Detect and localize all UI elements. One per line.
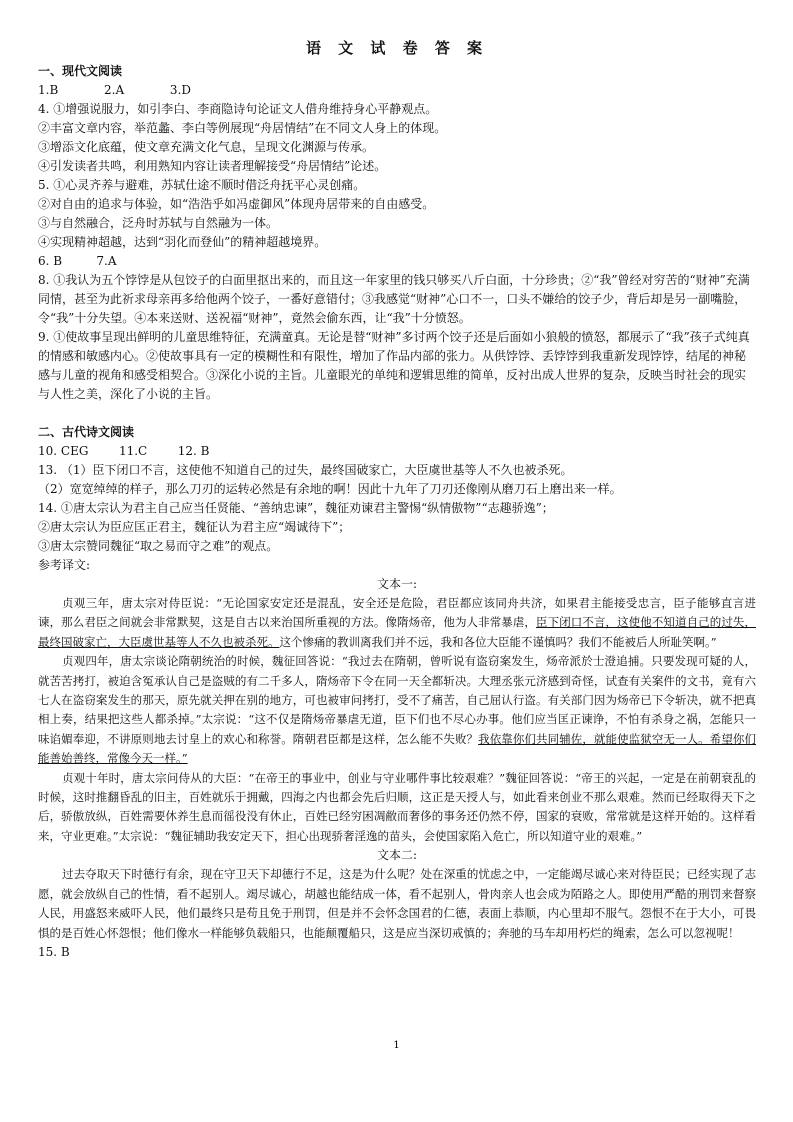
answer-5-line: 5. ①心灵齐养与避难，苏轼仕途不顺时借泛舟抚平心灵创痛。 xyxy=(38,178,366,192)
answer-14-line: ③唐太宗赞同魏征“取之易而守之难”的观点。 xyxy=(38,539,279,553)
underlined-answer-text: 臣下闭口不言，这使他不知道自己的过失，最终国破家亡，大臣虞世基等人不久也被杀死。 xyxy=(38,615,757,649)
underlined-answer-text: 我依靠你们共同辅佐，就能使监狱空无一人。希望你们能善始善终，常像今天一样。” xyxy=(38,731,757,766)
answer-5-line: ③与自然融合，泛舟时苏轼与自然融为一体。 xyxy=(38,216,279,230)
page-content xyxy=(38,38,756,962)
section-gap xyxy=(38,404,756,423)
answer-14-line: 14. ①唐太宗认为君主自己应当任贤能、“善纳忠谏”，魏征劝谏君主警惕“纵情傲物”“志趣骄逸”； xyxy=(38,501,554,515)
translation-text: 这个惨痛的教训离我们并不远，我和各位大臣能不谨慎吗？我们不能被后人所耻笑啊。” xyxy=(279,634,717,649)
answer-4-line: ③增添文化底蕴，使文章充满文化气息，呈现文化渊源与传承。 xyxy=(38,140,375,154)
section-heading-classical: 二、古代诗文阅读 xyxy=(38,425,135,439)
answer-10-12: 10. CEG 11.C 12. B xyxy=(38,444,210,458)
text-one-title: 文本一: xyxy=(376,577,418,591)
translation-paragraph xyxy=(38,652,756,768)
answer-14-line: ②唐太宗认为臣应匡正君主，魏征认为君主应“竭诚待下”； xyxy=(38,520,351,534)
translation-paragraph: 过去夺取天下时德行有余，现在守卫天下却德行不足，这是为什么呢？处在深重的忧虑之中，一定能竭尽诚心来对待臣民；已经实现了志愿，就会放纵自己的性情，看不起别人。竭尽诚心，胡越也能结成一体，看不起别人，骨肉亲人也会成为陌路之人。即使用严酷的刑罚来督察人民，用盛怒来威吓人民，他们最终只是苟且免于刑罚，但是并不会怀念国君的仁德，表面上恭顺，内心里却不服气。怨恨不在于大小，可畏惧的是百姓心怀怨恨；他们像水一样能够负载船只，也能颠覆船只，这是应当深切戒慎的；奔驰的马车却用朽烂的绳索，怎么可以忽视呢！ xyxy=(38,867,756,940)
page-number: 1 xyxy=(393,1040,400,1051)
answer-13-line: （2）宽宽绰绰的样子，那么刀刃的运转必然是有余地的啊！因此十九年了刀刃还像刚从磨刀石上磨出来一样。 xyxy=(38,482,622,496)
reference-translation-label: 参考译文: xyxy=(38,558,91,572)
page-title: 语 文 试 卷 答 案 xyxy=(305,39,489,57)
answer-5-line: ②对自由的追求与体验，如“浩浩乎如冯虚御风”体现舟居带来的自由感受。 xyxy=(38,197,435,211)
answer-6-7: 6. B 7.A xyxy=(38,254,117,268)
answer-15: 15. B xyxy=(38,944,70,959)
translation-paragraph xyxy=(38,594,756,652)
translation-text: 贞观四年，唐太宗谈论隋朝统治的时候，魏征回答说：“我过去在隋朝，曾听说有盗窃案发生，炀帝派於士澄追捕。只要发现可疑的人，就苦苦拷打，被迫含冤承认自己是盗贼的有二千多人，隋炀帝下令在同一天全都斩决。大理丞张元济感到奇怪，试查有关案件的文书，竟有六七人在盗窃案发生的那天，原先就关押在别的地方，可也被审问拷打，受不了痛苦，自己屈认行盗。有关部门因为炀帝已下令斩决，就不把真相上奏，结果把这些人都杀掉。”太宗说：“这不仅是隋炀帝暴虐无道，臣下们也不尽心办事。他们应当匡正谏诤，不怕有杀身之祸，怎能只一味谄媚奉迎，不讲原则地去讨皇上的欢心和称誉。隋朝君臣都是这样，怎么能不失败？ xyxy=(38,654,756,746)
section-heading-modern: 一、现代文阅读 xyxy=(38,64,123,78)
answer-4-line: ④引发读者共鸣，利用熟知内容让读者理解接受“舟居情结”论述。 xyxy=(38,159,387,173)
text-two-title: 文本二: xyxy=(376,848,418,863)
answer-9: 9. ①使故事呈现出鲜明的儿童思维特征，充满童真。无论是替“财神”多讨两个饺子还是后面如小狼般的愤怒，都展示了“我”孩子式纯真的情感和敏感内心。②使故事具有一定的模糊性和有限性，增加了作品内部的张力。从供饽饽、丢饽饽到我重新发现饽饽，结尾的神秘感与儿童的视角和感受相契合。③深化小说的主旨。儿童眼光的单纯和逻辑思维的简单，反衬出成人世界的复杂，反映当时社会的现实与人性之美，深化了小说的主旨。 xyxy=(38,330,750,401)
answer-5-line: ④实现精神超越，达到“羽化而登仙”的精神超越境界。 xyxy=(38,235,327,249)
answer-4-line: ②丰富文章内容，举范蠡、李白等例展现“舟居情结”在不同文人身上的体现。 xyxy=(38,121,447,135)
translation-text: 贞观三年，唐太宗对侍臣说：“无论国家安定还是混乱，安全还是危险，君臣都应该同舟共济，如果君主能接受忠言，臣子能够直言进谏，那么君臣之间就会非常默契，这是自古以来治国所重视的方法。像隋炀帝，他为人非常暴虐， xyxy=(38,596,756,630)
answer-4-line: 4. ①增强说服力，如引李白、李商隐诗句论证文人借舟维持身心平静观点。 xyxy=(38,102,438,116)
answer-1-3: 1.B 2.A 3.D xyxy=(38,83,191,97)
answer-13-line: 13. （1）臣下闭口不言，这使他不知道自己的过失，最终国破家亡，大臣虞世基等人不久也被杀死。 xyxy=(38,463,573,477)
answer-8: 8. ①我认为五个饽饽是从包饺子的白面里抠出来的，而且这一年家里的钱只够买八斤白面，十分珍贵；②“我”曾经对穷苦的“财神”充满同情，甚至为此祈求母亲再多给他两个饺子，一番好意错付；③我感觉“财神”心口不一，口头不嫌给的饺子少，背后却是另一副嘴脸，令“我”十分失望。④本来送财、送祝福“财神”，竟然会偷东西，让“我”十分愤怒。 xyxy=(38,273,750,325)
translation-paragraph: 贞观十年时，唐太宗问侍从的大臣：“在帝王的事业中，创业与守业哪件事比较艰难？”魏征回答说：“帝王的兴起，一定是在前朝衰乱的时候，这时推翻昏乱的旧主，百姓就乐于拥戴，四海之内也都会先后归顺，这正是天授人与，如此看来创业不那么艰难。然而已经取得天下之后，骄傲放纵，百姓需要休养生息而徭役没有休止，百姓已经穷困凋敝而奢侈的事务还仍然不停，国家的衰败，常常就是这样开始的。这样看来，守业更难。”太宗说：“魏征辅助我安定天下，担心出现骄奢淫逸的苗头，会使国家陷入危亡，所以知道守业的艰难。” xyxy=(38,770,756,843)
